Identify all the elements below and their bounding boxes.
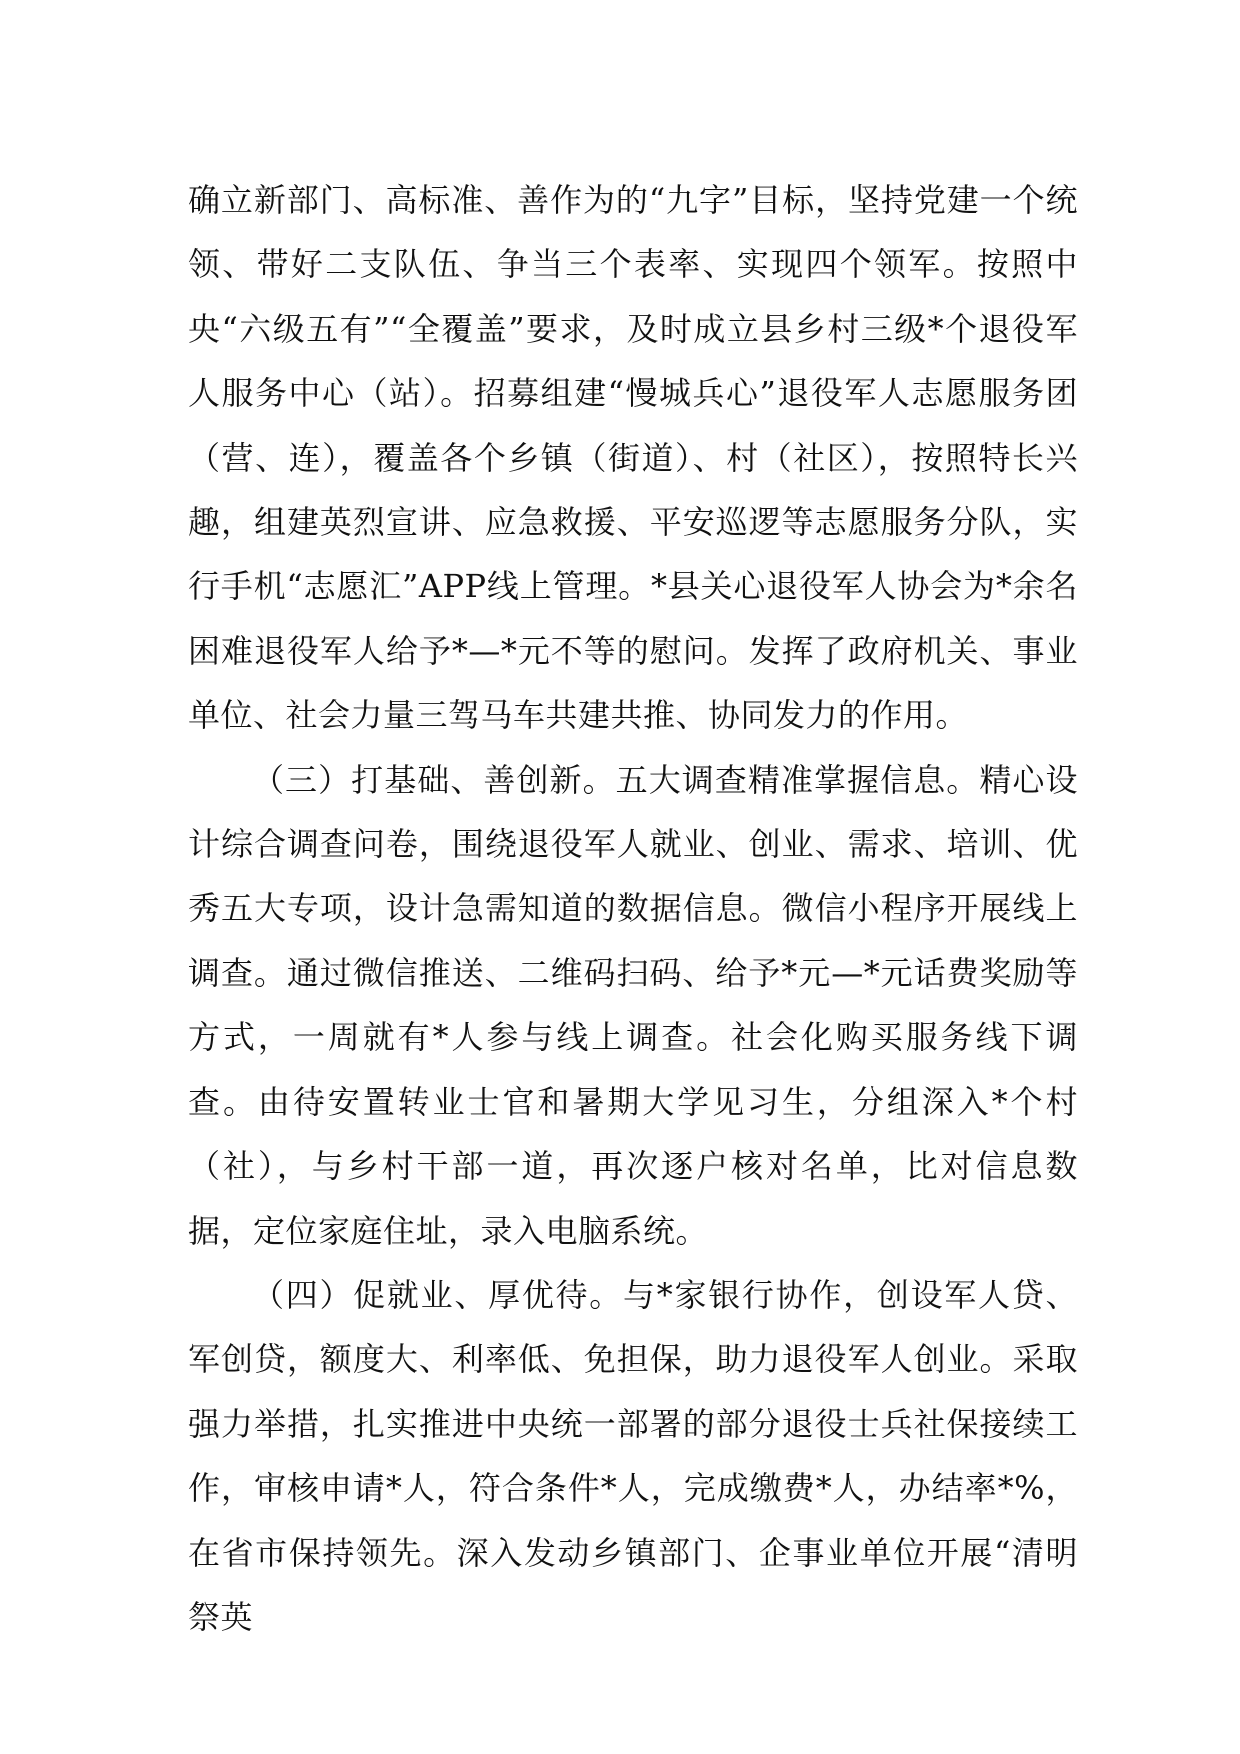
document-body (188, 168, 1078, 1649)
paragraph-section-three: （三）打基础、善创新。五大调查精准掌握信息。精心设计综合调查问卷，围绕退役军人就业、创业、需求、培训、优秀五大专项，设计急需知道的数据信息。微信小程序开展线上调查。通过微信推送、二维码扫码、给予*元—*元话费奖励等方式，一周就有*人参与线上调查。社会化购买服务线下调查。由待安置转业士官和暑期大学见习生，分组深入*个村（社），与乡村干部一道，再次逐户核对名单，比对信息数据，定位家庭住址，录入电脑系统。 (188, 760, 1078, 1250)
paragraph-section-four: （四）促就业、厚优待。与*家银行协作，创设军人贷、军创贷，额度大、利率低、免担保，助力退役军人创业。采取强力举措，扎实推进中央统一部署的部分退役士兵社保接续工作，审核申请*人，符合条件*人，完成缴费*人，办结率*%，在省市保持领先。深入发动乡镇部门、企事业单位开展“清明祭英 (188, 1275, 1078, 1636)
paragraph-continuation: 确立新部门、高标准、善作为的“九字”目标，坚持党建一个统领、带好二支队伍、争当三个表率、实现四个领军。按照中央“六级五有”“全覆盖”要求，及时成立县乡村三级*个退役军人服务中心（站）。招募组建“慢城兵心”退役军人志愿服务团（营、连），覆盖各个乡镇（街道）、村（社区），按照特长兴趣，组建英烈宣讲、应急救援、平安巡逻等志愿服务分队，实行手机“志愿汇”APP线上管理。*县关心退役军人协会为*余名困难退役军人给予*—*元不等的慰问。发挥了政府机关、事业单位、社会力量三驾马车共建共推、协同发力的作用。 (188, 181, 1078, 735)
